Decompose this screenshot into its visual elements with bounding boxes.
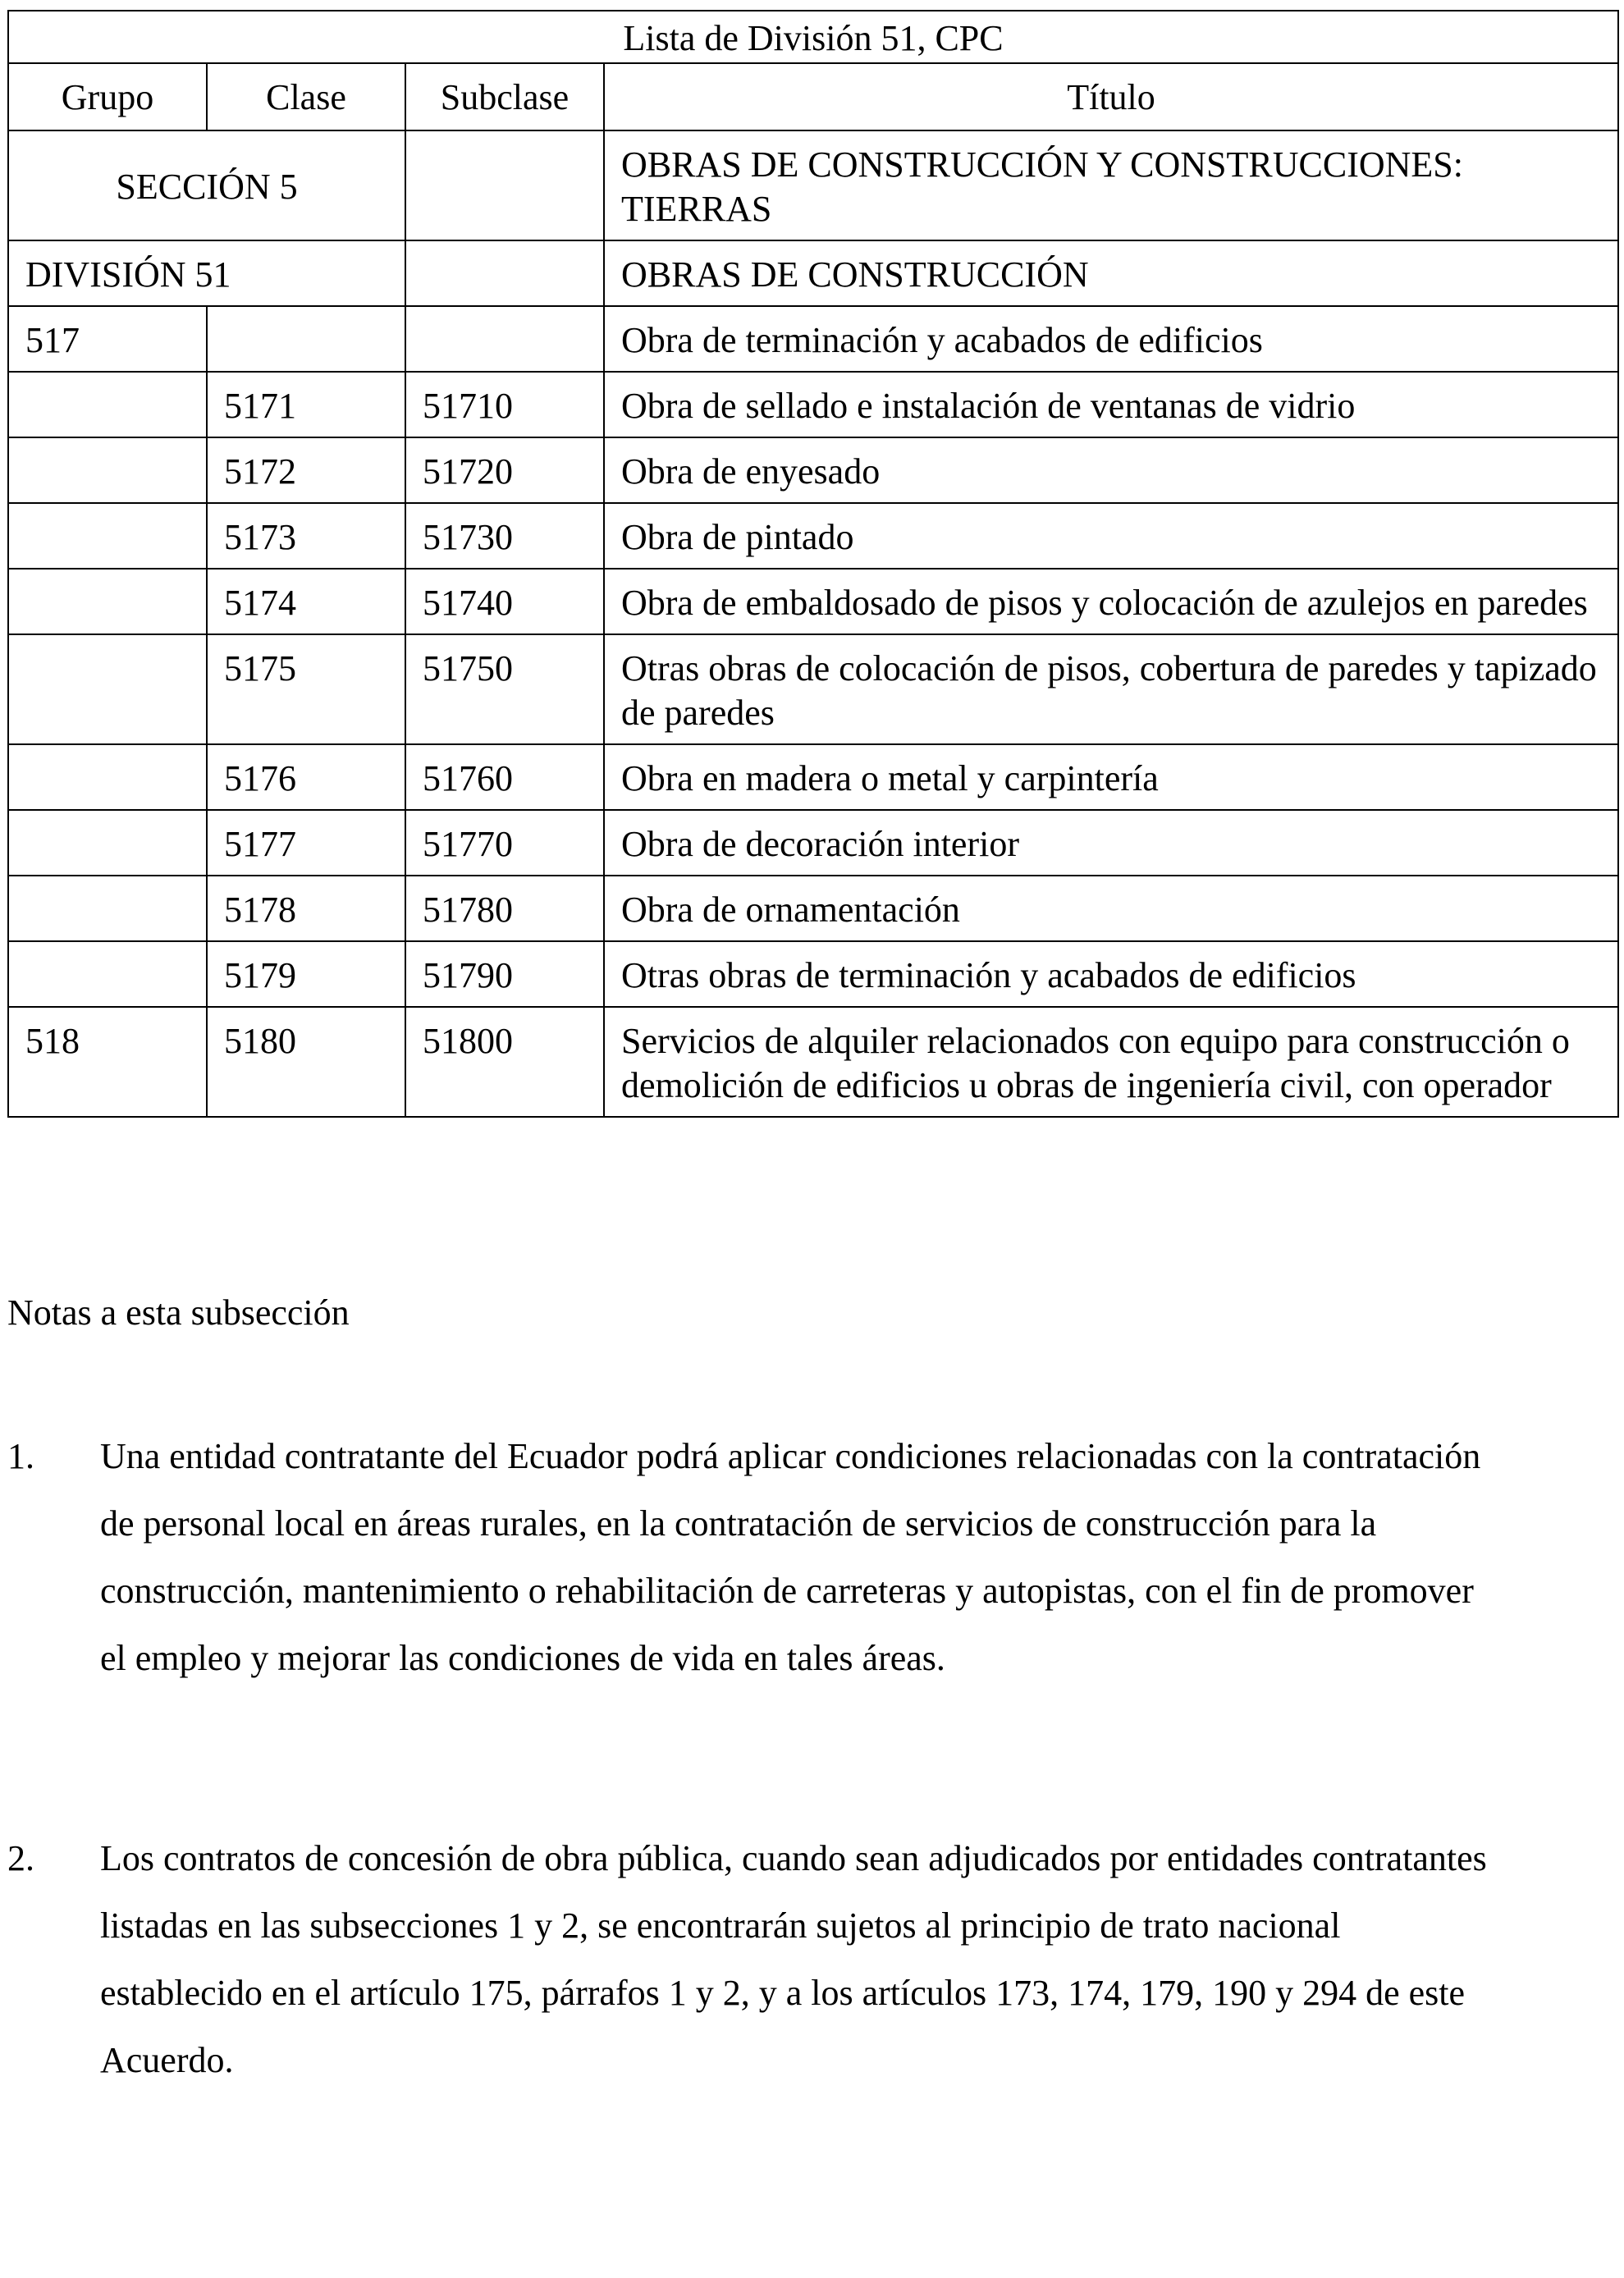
section-row [8, 130, 1618, 240]
table-header-row [8, 63, 1618, 130]
note-text: Los contratos de concesión de obra pública, cuando sean adjudicados por entidades contratantes listadas en las subsecciones 1 y 2, se encontrarán sujetos al principio de trato nacional establecido en el artículo 175, párrafos 1 y 2, y a los artículos 173, 174, 179, 190 y 294 de este Acuerdo. [100, 1838, 1487, 2080]
table-row [8, 437, 1618, 503]
cell-subclase: 51720 [405, 437, 604, 503]
table-row [8, 744, 1618, 810]
cell-clase: 5180 [207, 1007, 405, 1117]
division-row [8, 240, 1618, 306]
header-subclase: Subclase [405, 63, 604, 130]
division-subclase-cell [405, 240, 604, 306]
cell-subclase: 51790 [405, 941, 604, 1007]
cell-subclase: 51710 [405, 372, 604, 437]
section-subclase-cell [405, 130, 604, 240]
cell-grupo [8, 437, 207, 503]
section-title: OBRAS DE CONSTRUCCIÓN Y CONSTRUCCIONES: TIERRAS [604, 130, 1618, 240]
table-caption-row [8, 11, 1618, 63]
cell-subclase: 51750 [405, 634, 604, 744]
cell-grupo [8, 569, 207, 634]
cell-subclase: 51730 [405, 503, 604, 569]
note-number: 1. [7, 1436, 34, 1476]
table-row [8, 503, 1618, 569]
table-row [8, 306, 1618, 372]
header-grupo: Grupo [8, 63, 207, 130]
table-row [8, 634, 1618, 744]
cell-grupo: 517 [8, 306, 207, 372]
table-row [8, 569, 1618, 634]
cell-grupo [8, 941, 207, 1007]
note-number: 2. [7, 1838, 34, 1878]
cell-subclase [405, 306, 604, 372]
section-label: SECCIÓN 5 [8, 130, 405, 240]
table-row [8, 372, 1618, 437]
cell-grupo [8, 634, 207, 744]
cell-titulo: Obra de pintado [604, 503, 1618, 569]
notes-heading: Notas a esta subsección [7, 1292, 350, 1333]
cell-clase: 5171 [207, 372, 405, 437]
cell-titulo: Obra en madera o metal y carpintería [604, 744, 1618, 810]
cell-titulo: Obra de sellado e instalación de ventanas de vidrio [604, 372, 1618, 437]
cell-clase: 5177 [207, 810, 405, 876]
header-clase: Clase [207, 63, 405, 130]
cell-clase: 5178 [207, 876, 405, 941]
cell-clase: 5175 [207, 634, 405, 744]
cell-grupo [8, 744, 207, 810]
table-row [8, 876, 1618, 941]
cell-clase: 5176 [207, 744, 405, 810]
cell-clase: 5173 [207, 503, 405, 569]
cell-clase: 5179 [207, 941, 405, 1007]
division-label: DIVISIÓN 51 [8, 240, 405, 306]
cell-subclase: 51760 [405, 744, 604, 810]
cell-subclase: 51740 [405, 569, 604, 634]
cell-grupo: 518 [8, 1007, 207, 1117]
header-titulo: Título [604, 63, 1618, 130]
cell-titulo: Servicios de alquiler relacionados con equipo para construcción o demolición de edificios u obras de ingeniería civil, con operador [604, 1007, 1618, 1117]
cell-titulo: Obra de embaldosado de pisos y colocación de azulejos en paredes [604, 569, 1618, 634]
cell-subclase: 51770 [405, 810, 604, 876]
cell-titulo: Obra de terminación y acabados de edificios [604, 306, 1618, 372]
table-row [8, 810, 1618, 876]
cell-clase: 5172 [207, 437, 405, 503]
cell-subclase: 51780 [405, 876, 604, 941]
cell-subclase: 51800 [405, 1007, 604, 1117]
division-title: OBRAS DE CONSTRUCCIÓN [604, 240, 1618, 306]
cell-clase: 5174 [207, 569, 405, 634]
cell-grupo [8, 503, 207, 569]
cell-titulo: Otras obras de colocación de pisos, cobertura de paredes y tapizado de paredes [604, 634, 1618, 744]
table-row [8, 1007, 1618, 1117]
cell-titulo: Obra de decoración interior [604, 810, 1618, 876]
table-row [8, 941, 1618, 1007]
cell-grupo [8, 810, 207, 876]
cell-titulo: Obra de ornamentación [604, 876, 1618, 941]
note-text: Una entidad contratante del Ecuador podrá aplicar condiciones relacionadas con la contratación de personal local en áreas rurales, en la contratación de servicios de construcción para la construcción, mantenimiento o rehabilitación de carreteras y autopistas, con el fin de promover el empleo y mejorar las condiciones de vida en tales áreas. [100, 1436, 1481, 1678]
note-item [7, 1825, 1567, 2094]
cpc-division-51-table [7, 10, 1619, 1118]
cell-clase [207, 306, 405, 372]
table-caption: Lista de División 51, CPC [8, 11, 1618, 63]
cell-titulo: Obra de enyesado [604, 437, 1618, 503]
cell-titulo: Otras obras de terminación y acabados de edificios [604, 941, 1618, 1007]
cell-grupo [8, 876, 207, 941]
note-item [7, 1423, 1567, 1692]
cell-grupo [8, 372, 207, 437]
